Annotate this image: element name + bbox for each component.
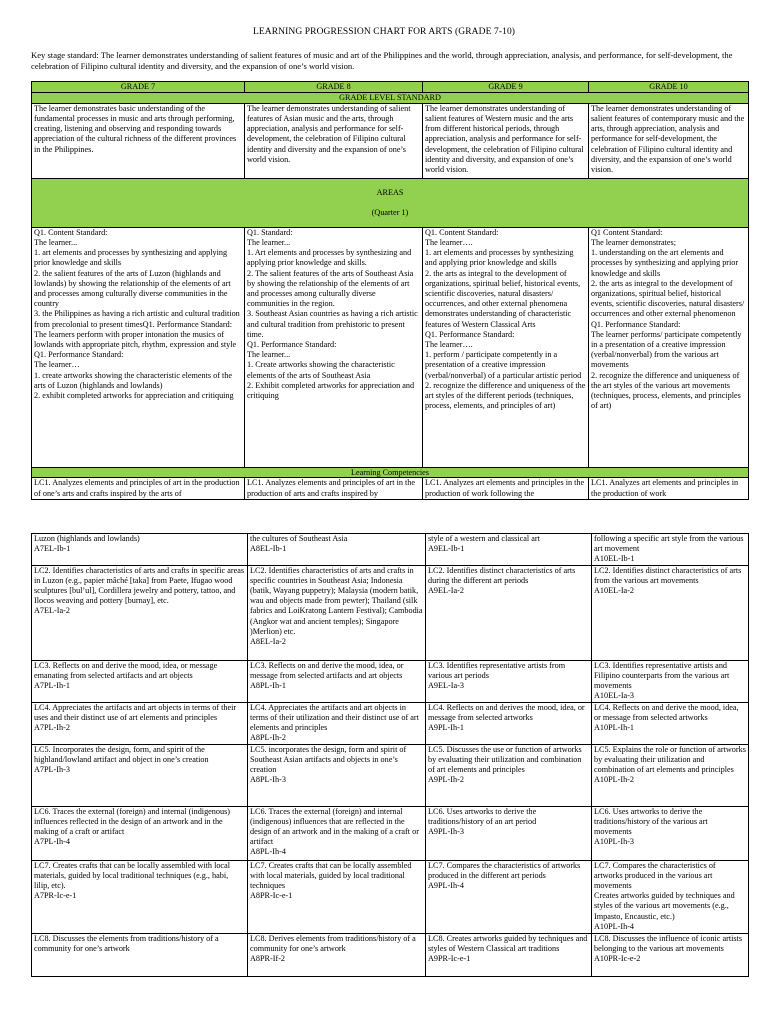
lc1-row-top xyxy=(32,478,749,499)
table-row xyxy=(32,933,749,976)
grade-10-standard: The learner demonstrates understanding of salient features of contemporary music and the arts, through appreciation, analysis and performance for self-development, the celebration of Filipino cultural identity and diversity, and the expansion of one’s world vision. xyxy=(589,103,749,178)
grade-7-lc1: LC1. Analyzes elements and principles of art in the production of one’s arts and crafts inspired by the arts of xyxy=(32,478,245,499)
learning-competencies-band xyxy=(32,467,749,478)
grade-7-cell: LC8. Discusses the elements from traditions/history of a community for one’s artwork xyxy=(32,933,248,976)
table-row xyxy=(32,702,749,744)
grade-9-lc1: LC1. Analyzes art elements and principles in the production of work following the xyxy=(423,478,589,499)
areas-label: AREAS xyxy=(376,188,404,198)
grade-8-cell: the cultures of Southeast Asia A8EL-Ib-1 xyxy=(248,534,426,566)
grade-8-lc1: LC1. Analyzes elements and principles of art in the production of arts and crafts inspired by xyxy=(245,478,423,499)
grade-7-cell: LC7. Creates crafts that can be locally assembled with local materials, guided by local traditional techniques (e.g., habi, lilip, etc). A7PR-Ic-e-1 xyxy=(32,860,248,933)
grade-7-header: GRADE 7 xyxy=(32,82,245,93)
grade-8-header: GRADE 8 xyxy=(245,82,423,93)
table-row xyxy=(32,534,749,566)
grade-8-cell: LC4. Appreciates the artifacts and art objects in terms of their utilization and their distinct use of art elements and principles A8PL-Ih-2 xyxy=(248,702,426,744)
grade-9-areas: Q1. Content Standard: The learner…. 1. art elements and processes by synthesizing and applying prior knowledge and skills 2. the arts as integral to the development of organizations, spiritual belief, historical events, scientific discoveries, natural disasters/ occurrences, and other external phenomena demonstrates understanding of characteristic features of Western Classical Arts Q1. Performance Standard: The learner…. 1. perform / participate competently in a presentation of a creative impression (verbal/nonverbal) of a particular artistic period 2. recognize the difference and uniqueness of the art styles of the different periods (techniques, process, elements, and principles of art) xyxy=(423,227,589,467)
key-stage-standard: Key stage standard: The learner demonstrates understanding of salient features of music and art of the Philippines and the world, through appreciation, analysis, and performance, for self-development, the celebration of Filipino cultural identity and diversity, and the expansion of one’s world vision. xyxy=(31,50,733,71)
grade-8-areas: Q1. Standard: The learner... 1. Art elements and processes by synthesizing and applying prior knowledge and skills. 2. The salient features of the arts of Southeast Asia by showing the relationship of the elements of art and processes among culturally diverse communities in the region. 3. Southeast Asian countries as having a rich artistic and cultural tradition from prehistoric to present time. Q1. Performance Standard: The learner... 1. Create artworks showing the characteristic elements of the arts of Southeast Asia 2. Exhibit completed artworks for appreciation and critiquing xyxy=(245,227,423,467)
grade-9-cell: LC7. Compares the characteristics of artworks produced in the different art periods A9PL-Ih-4 xyxy=(426,860,592,933)
learning-competencies-label: Learning Competencies xyxy=(32,467,749,478)
grade-level-standard-label: GRADE LEVEL STANDARD xyxy=(32,93,749,104)
grade-10-lc1: LC1. Analyzes art elements and principles in the production of work xyxy=(589,478,749,499)
progression-table-page-2 xyxy=(31,533,749,977)
document-title: LEARNING PROGRESSION CHART FOR ARTS (GRADE 7-10) xyxy=(252,27,516,37)
grade-7-cell: Luzon (highlands and lowlands) A7EL-Ib-1 xyxy=(32,534,248,566)
grade-7-standard: The learner demonstrates basic understanding of the fundamental processes in music and arts through performing, creating, listening and observing and responding towards appreciation of the cultural richness of the different provinces in the Philippines. xyxy=(32,103,245,178)
grade-10-areas: Q1 Content Standard: The learner demonstrates; 1. understanding on the art elements and processes by synthesizing and applying prior knowledge and skills 2. the arts as integral to the development of organizations, spiritual belief, historical events, scientific discoveries, natural disasters/ occurrences and other external phenomenon Q1. Performance Standard: The learner performs/ participate competently in a presentation of a creative impression (verbal/nonverbal) from the various art movements 2. recognize the difference and uniqueness of the art styles of the various art movements (techniques, process, elements, and principles of art) xyxy=(589,227,749,467)
progression-table-page-1 xyxy=(31,81,749,500)
grade-7-areas: Q1. Content Standard: The learner... 1. art elements and processes by synthesizing and applying prior knowledge and skills 2. the salient features of the arts of Luzon (highlands and lowlands) by showing the relationship of the elements of art and processes among culturally diverse communities in the country 3. the Philippines as having a rich artistic and cultural tradition from precolonial to present timesQ1. Performance Standard: The learners perform with proper intonation the musics of lowlands with appropriate pitch, rhythm, expression and style Q1. Performance Standard: The learner… 1. create artworks showing the characteristic elements of the arts of Luzon (highlands and lowlands) 2. exhibit completed artworks for appreciation and critiquing xyxy=(32,227,245,467)
grade-9-cell: LC2. Identifies distinct characteristics of arts during the different art periods A9EL-Ia-2 xyxy=(426,565,592,660)
grade-7-cell: LC3. Reflects on and derive the mood, idea, or message emanating from selected artifacts and art objects A7PL-Ih-1 xyxy=(32,660,248,702)
grade-8-cell: LC3. Reflects on and derive the mood, idea, or message from selected artifacts and art objects A8PL-Ih-1 xyxy=(248,660,426,702)
grade-7-cell: LC6. Traces the external (foreign) and internal (indigenous) influences reflected in the design of an artwork and in the making of a craft or artifact A7PL-Ih-4 xyxy=(32,806,248,860)
quarter-label: (Quarter 1) xyxy=(371,207,409,217)
grade-10-cell: following a specific art style from the various art movement A10EL-Ib-1 xyxy=(592,534,749,566)
grade-10-cell: LC2. Identifies distinct characteristics of arts from the various art movements A10EL-Ia-2 xyxy=(592,565,749,660)
grade-8-cell: LC8. Derives elements from traditions/history of a community for one’s artwork A8PR-If-2 xyxy=(248,933,426,976)
grade-9-cell: LC4. Reflects on and derives the mood, idea, or message from selected artworks A9PL-Ih-1 xyxy=(426,702,592,744)
areas-band xyxy=(32,178,749,227)
grade-7-cell: LC2. Identifies characteristics of arts and crafts in specific areas in Luzon (e.g., papier mâché [taka] from Paete, Ifugao wood sculptures [bul’ul], Cordillera jewelry and pottery, tattoo, and Ilocos weaving and pottery [burnay], etc. A7EL-Ia-2 xyxy=(32,565,248,660)
grade-10-cell: LC5. Explains the role or function of artworks by evaluating their utilization and combination of art elements and principles A10PL-Ih-2 xyxy=(592,744,749,806)
table-row xyxy=(32,744,749,806)
grade-10-cell: LC7. Compares the characteristics of artworks produced in the various art movements Creates artworks guided by techniques and styles of the various art movements (e.g., Impasto, Encaustic, etc.) A10PL-Ih-4 xyxy=(592,860,749,933)
grade-9-cell: LC6. Uses artworks to derive the traditions/history of an art period A9PL-Ih-3 xyxy=(426,806,592,860)
areas-q1-row xyxy=(32,227,749,467)
grade-8-cell: LC6. Traces the external (foreign) and internal (indigenous) influences that are reflected in the design of an artwork and in the making of a craft or artifact A8PL-Ih-4 xyxy=(248,806,426,860)
grade-10-cell: LC3. Identifies representative artists and Filipino counterparts from the various art movements A10EL-Ia-3 xyxy=(592,660,749,702)
grade-9-standard: The learner demonstrates understanding of salient features of Western music and the arts from different historical periods, through appreciation, analysis and performance for self-development, the celebration of Filipino cultural identity and diversity, and expansion of one’s world vision. xyxy=(423,103,589,178)
grade-7-cell: LC5. Incorporates the design, form, and spirit of the highland/lowland artifact and object in one’s creation A7PL-Ih-3 xyxy=(32,744,248,806)
table-row xyxy=(32,860,749,933)
grade-10-cell: LC8. Discusses the influence of iconic artists belonging to the various art movements A10PR-Ic-e-2 xyxy=(592,933,749,976)
table-row xyxy=(32,660,749,702)
grade-8-cell: LC7. Creates crafts that can be locally assembled with local materials, guided by local traditional techniques A8PR-Ic-e-1 xyxy=(248,860,426,933)
grade-9-cell: LC8. Creates artworks guided by techniques and styles of Western Classical art traditions A9PR-Ic-e-1 xyxy=(426,933,592,976)
grade-10-header: GRADE 10 xyxy=(589,82,749,93)
grade-10-cell: LC6. Uses artworks to derive the traditions/history of the various art movements A10PL-Ih-3 xyxy=(592,806,749,860)
grade-9-cell: LC3. Identifies representative artists from various art periods A9EL-Ia-3 xyxy=(426,660,592,702)
grade-10-cell: LC4. Reflects on and derive the mood, idea, or message from selected artworks A10PL-Ih-1 xyxy=(592,702,749,744)
grade-level-standard-band xyxy=(32,93,749,104)
grade-level-standard-row xyxy=(32,103,749,178)
grade-9-header: GRADE 9 xyxy=(423,82,589,93)
table-row xyxy=(32,565,749,660)
grade-8-standard: The learner demonstrates understanding of salient features of Asian music and the arts, through appreciation, analysis and performance for self-development, the celebration of Filipino cultural identity and diversity and the expansion of one’s world vision. xyxy=(245,103,423,178)
table-row xyxy=(32,806,749,860)
grade-8-cell: LC5. incorporates the design, form and spirit of Southeast Asian artifacts and objects in one’s creation A8PL-Ih-3 xyxy=(248,744,426,806)
grade-9-cell: style of a western and classical art A9EL-Ib-1 xyxy=(426,534,592,566)
grade-8-cell: LC2. Identifies characteristics of arts and crafts in specific countries in Southeast Asia; Indonesia (batik, Wayang puppetry); Malaysia (modern batik, wau and objects made from pewter); Thailand (silk fabrics and LoiKratong Lantern Festival); Cambodia (Angkor wat and ancient temples); Singapore )Merlion) etc. A8EL-Ia-2 xyxy=(248,565,426,660)
grade-7-cell: LC4. Appreciates the artifacts and art objects in terms of their uses and their distinct use of art elements and principles A7PL-Ih-2 xyxy=(32,702,248,744)
grade-9-cell: LC5. Discusses the use or function of artworks by evaluating their utilization and combination of art elements and principles A9PL-Ih-2 xyxy=(426,744,592,806)
grade-header-row xyxy=(32,82,749,93)
